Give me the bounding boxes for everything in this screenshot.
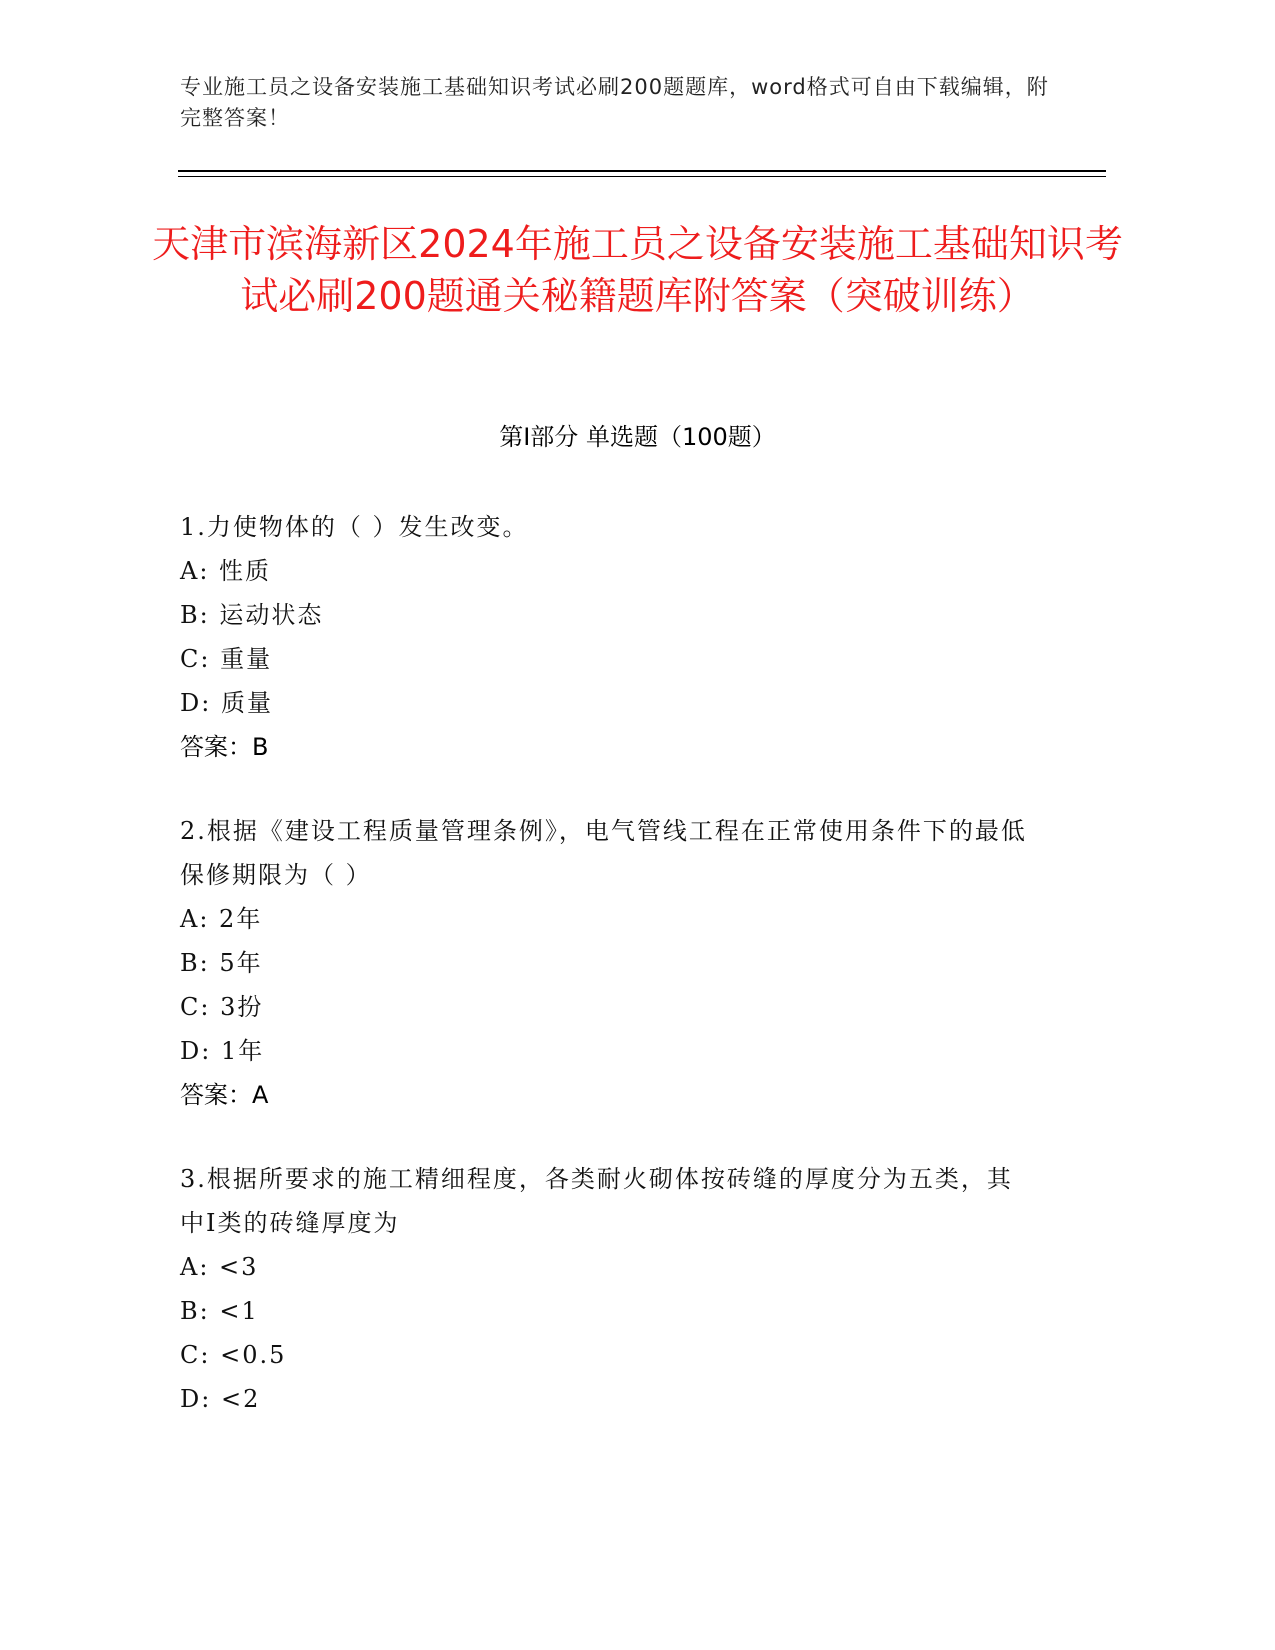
- question-2: [180, 809, 1030, 1117]
- option-a: A: 2年: [180, 905, 263, 933]
- header-rule-thick: [178, 170, 1106, 172]
- option-d: D: <2: [180, 1385, 261, 1413]
- option-b: B: 运动状态: [180, 601, 324, 629]
- option-b: B: 5年: [180, 949, 263, 977]
- header-note: 专业施工员之设备安装施工基础知识考试必刷200题题库，word格式可自由下载编辑，附完整答案！: [180, 75, 1049, 130]
- answer: 答案：A: [180, 1081, 269, 1109]
- document-title: 天津市滨海新区2024年施工员之设备安装施工基础知识考试必刷200题通关秘籍题库附答案（突破训练）: [152, 222, 1123, 318]
- option-c: C: <0.5: [180, 1341, 287, 1369]
- option-d: D: 质量: [180, 689, 273, 717]
- answer: 答案：B: [180, 733, 269, 761]
- question-text: 1.力使物体的（ ）发生改变。: [180, 513, 529, 541]
- option-d: D: 1年: [180, 1037, 265, 1065]
- question-list: [180, 505, 1030, 1461]
- header-rule-thin: [178, 176, 1106, 177]
- question-1: [180, 505, 1030, 769]
- option-b: B: <1: [180, 1297, 259, 1325]
- question-text: 3.根据所要求的施工精细程度，各类耐火砌体按砖缝的厚度分为五类，其中Ⅰ类的砖缝厚度为: [180, 1165, 1013, 1237]
- question-text: 2.根据《建设工程质量管理条例》，电气管线工程在正常使用条件下的最低保修期限为（ ）: [180, 817, 1027, 889]
- option-a: A: <3: [180, 1253, 259, 1281]
- option-c: C: 3扮: [180, 993, 264, 1021]
- question-3: [180, 1157, 1030, 1421]
- option-a: A: 性质: [180, 557, 272, 585]
- section-heading: 第Ⅰ部分 单选题（100题）: [499, 423, 776, 451]
- option-c: C: 重量: [180, 645, 273, 673]
